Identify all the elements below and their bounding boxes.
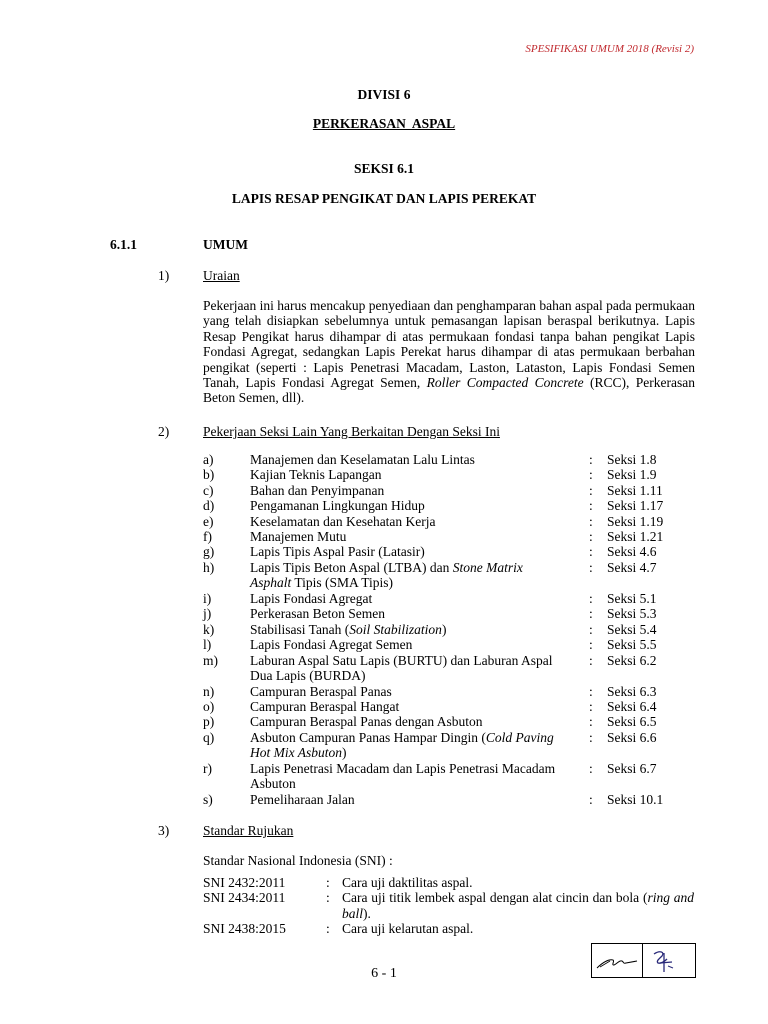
list-item: e) Keselamatan dan Kesehatan Kerja : Seksi 1.19: [203, 513, 664, 529]
section-title: SEKSI 6.1: [353, 161, 415, 176]
list-item: d) Pengamanan Lingkungan Hidup : Seksi 1.17: [203, 498, 664, 514]
division-name: PERKERASAN ASPAL: [312, 116, 456, 131]
list-item: o) Campuran Beraspal Hangat : Seksi 6.4: [203, 698, 657, 714]
list-item: m) Laburan Aspal Satu Lapis (BURTU) dan Laburan Aspal Dua Lapis (BURDA) : Seksi 6.2: [203, 652, 657, 683]
sni-row: SNI 2432:2011 : Cara uji daktilitas aspal.: [203, 875, 473, 890]
list-item: k) Stabilisasi Tanah (Soil Stabilization) : Seksi 5.4: [203, 621, 657, 637]
list-item: g) Lapis Tipis Aspal Pasir (Latasir) : Seksi 4.6: [203, 544, 657, 560]
sub2-title: Pekerjaan Seksi Lain Yang Berkaitan Dengan Seksi Ini: [203, 424, 500, 439]
description-paragraph: [203, 298, 695, 406]
list-item: i) Lapis Fondasi Agregat : Seksi 5.1: [203, 591, 657, 606]
sub3-number: 3): [158, 823, 170, 838]
clause-number: 6.1.1: [110, 237, 137, 252]
sub1-number: 1): [158, 268, 170, 283]
paragraph-text-1: Pekerjaan ini harus mencakup penyediaan dan penghamparan bahan aspal pada permukaan yang telah disiapkan sebelumnya untuk pemasangan lapisan beraspal berikutnya. Lapis Resap Pengikat harus dihampar di atas permukaan fondasi tanpa bahan pengikat Lapis Fondasi Agregat, sedangkan Lapis Perekat harus dihampar di atas permukaan berbahan pengikat (seperti : Lapis Penetrasi Macadam, Laston, Lataston, Lapis Fondasi Semen Tanah, Lapis Fondasi Agregat Semen,: [203, 298, 695, 391]
sni-row: SNI 2438:2015 : Cara uji kelarutan aspal.: [203, 921, 474, 937]
sub1-title: Uraian: [203, 268, 240, 283]
list-item: l) Lapis Fondasi Agregat Semen : Seksi 5.5: [203, 637, 657, 653]
paragraph-italic: Roller Compacted Concrete: [426, 375, 584, 391]
sni-row: SNI 2434:2011 : Cara uji titik lembek aspal dengan alat cincin dan bola (ring and ball).: [203, 890, 694, 921]
section-name: LAPIS RESAP PENGIKAT DAN LAPIS PEREKAT: [231, 191, 537, 206]
sub3-title: Standar Rujukan: [203, 823, 294, 838]
list-item: p) Campuran Beraspal Panas dengan Asbuton : Seksi 6.5: [203, 714, 657, 730]
list-item: j) Perkerasan Beton Semen : Seksi 5.3: [203, 606, 657, 622]
list-item: s) Pemeliharaan Jalan : Seksi 10.1: [203, 791, 664, 807]
sni-heading: Standar Nasional Indonesia (SNI) :: [203, 853, 393, 868]
list-item: c) Bahan dan Penyimpanan : Seksi 1.11: [203, 482, 663, 498]
list-item: h) Lapis Tipis Beton Aspal (LTBA) dan Stone Matrix Asphalt Tipis (SMA Tipis) : Seksi 4.7: [203, 559, 657, 591]
list-item: n) Campuran Beraspal Panas : Seksi 6.3: [203, 683, 657, 699]
list-item: b) Kajian Teknis Lapangan : Seksi 1.9: [203, 467, 657, 483]
paragraph-text-2: (RCC), Perkerasan Beton Semen, dll).: [203, 375, 695, 406]
list-item: q) Asbuton Campuran Panas Hampar Dingin (Cold Paving Hot Mix Asbuton) : Seksi 6.6: [203, 729, 657, 761]
list-item: r) Lapis Penetrasi Macadam dan Lapis Penetrasi Macadam Asbuton : Seksi 6.7: [203, 760, 657, 791]
division-title: DIVISI 6: [357, 87, 411, 102]
spec-header: SPESIFIKASI UMUM 2018 (Revisi 2): [525, 43, 694, 55]
page-number: 6 - 1: [371, 966, 397, 981]
sub2-number: 2): [158, 424, 170, 439]
list-item: a) Manajemen dan Keselamatan Lalu Lintas : Seksi 1.8: [203, 452, 657, 467]
list-item: f) Manajemen Mutu : Seksi 1.21: [203, 529, 664, 544]
clause-title: UMUM: [203, 237, 248, 252]
